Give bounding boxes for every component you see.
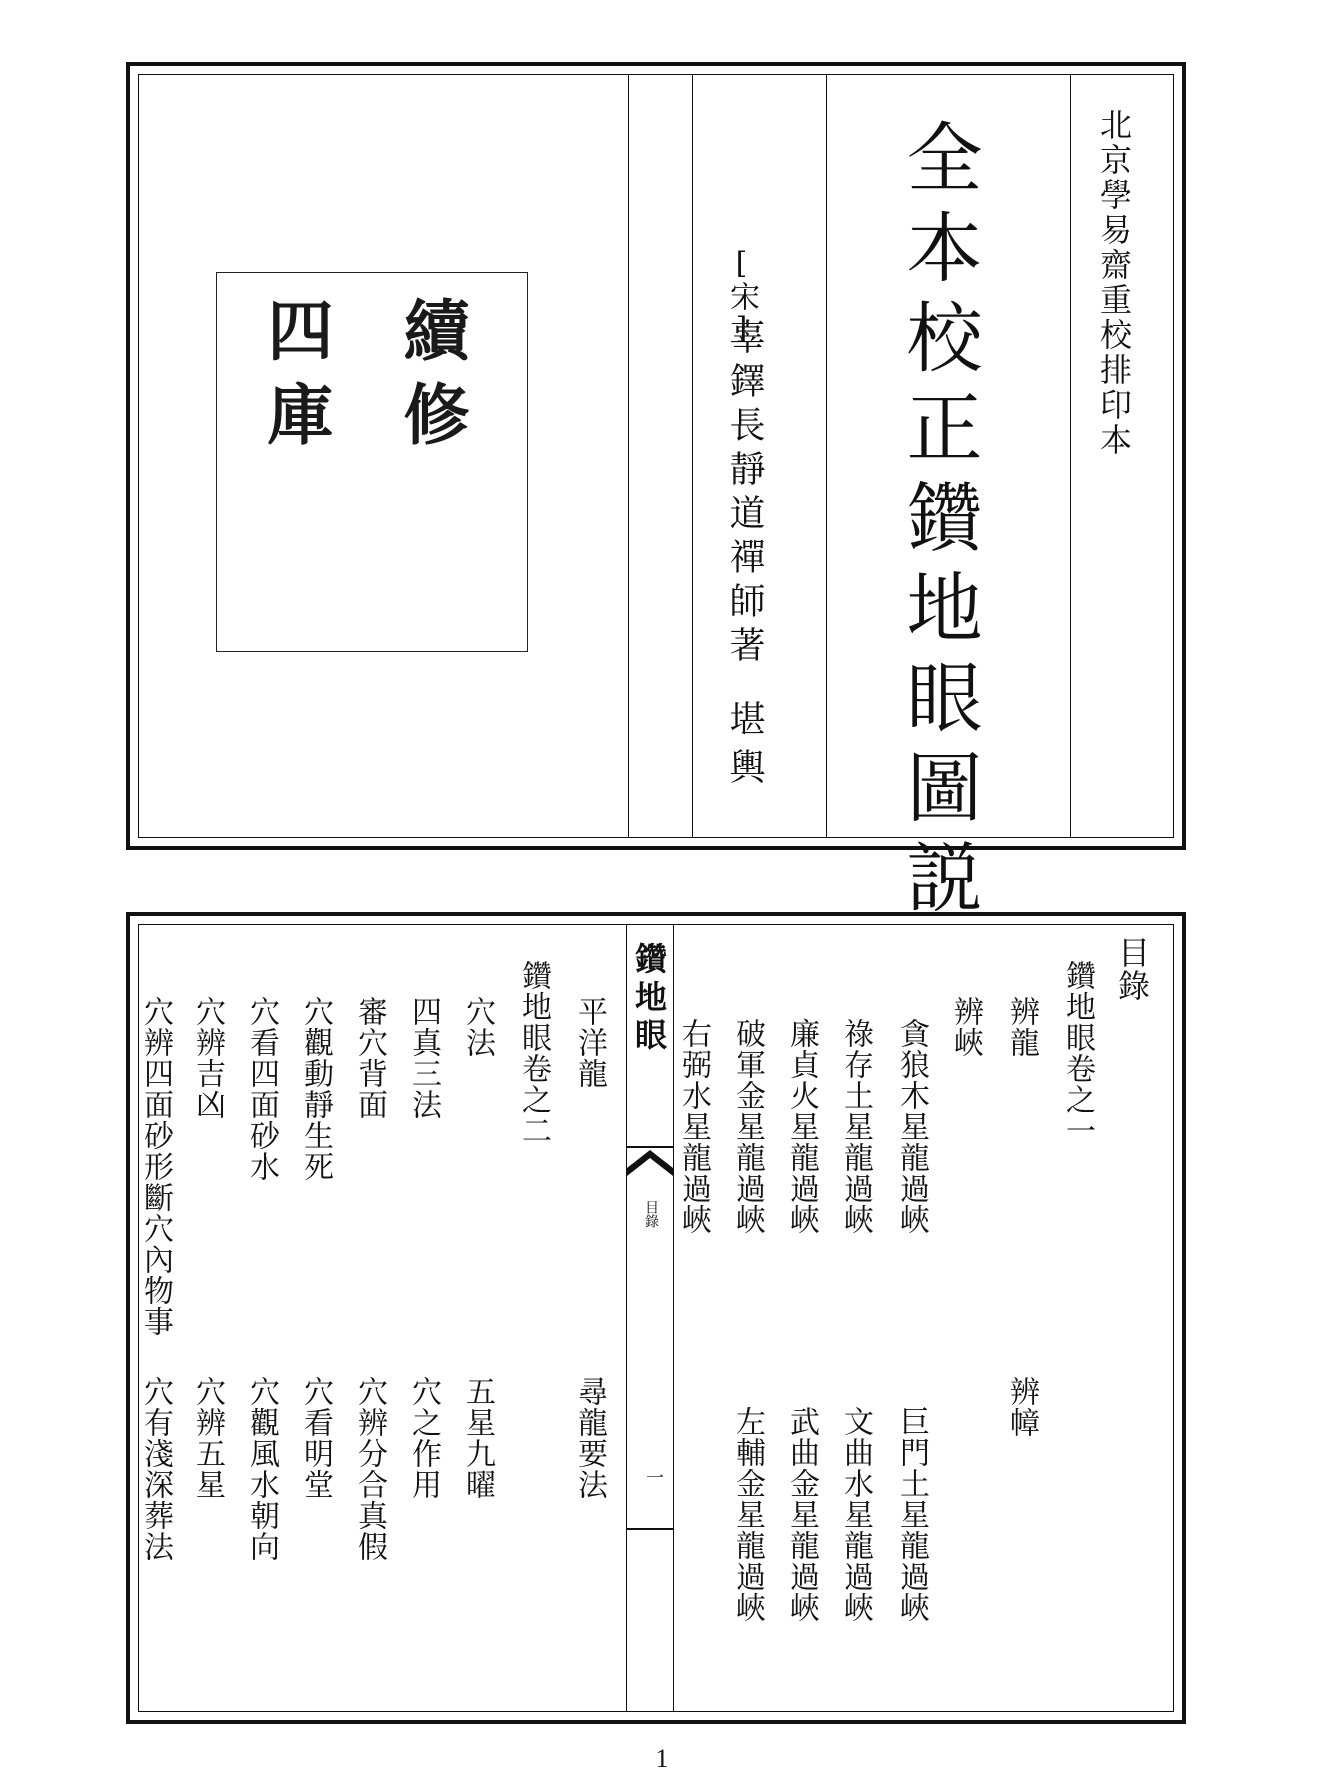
toc-item: 貪狼木星龍過峽 <box>894 1018 929 1235</box>
toc-item: 四真三法 <box>406 996 441 1120</box>
toc-item: 辨峽 <box>948 996 983 1058</box>
page-number: 1 <box>655 1744 669 1773</box>
toc-item: 五星九曜 <box>460 1376 495 1500</box>
toc-item: 穴辨吉凶 <box>190 996 225 1120</box>
spine-rule-lower <box>627 1528 673 1530</box>
toc-item: 辨幛 <box>1004 1376 1039 1438</box>
toc-item: 穴辨四面砂形斷穴內物事 <box>138 996 173 1337</box>
toc-item: 穴有淺深葬法 <box>138 1376 173 1562</box>
toc-item: 穴辨五星 <box>190 1376 225 1500</box>
seal-column-left <box>256 296 334 464</box>
spine-divider-right <box>673 924 674 1712</box>
edition-note: 北京學易齋重校排印本 <box>1095 108 1133 458</box>
author-line: 辜鐸長靜道禪師著 <box>724 318 765 670</box>
toc-item: 穴看四面砂水 <box>244 996 279 1182</box>
seal-char-4: 庫 <box>256 380 334 464</box>
seal-char-3: 四 <box>256 296 334 380</box>
dynasty-label: [宋] <box>724 246 759 346</box>
category-label: 堪輿 <box>724 700 765 796</box>
toc-item: 穴看明堂 <box>298 1376 333 1500</box>
toc-item: 穴法 <box>460 996 495 1058</box>
toc-item: 文曲水星龍過峽 <box>838 1406 873 1623</box>
toc-item: 審穴背面 <box>352 996 387 1120</box>
spine-divider-left <box>626 924 627 1712</box>
toc-item: 祿存土星龍過峽 <box>838 1018 873 1235</box>
top-divider-1 <box>628 74 629 838</box>
volume-1-title: 鑽地眼卷之一 <box>1060 960 1095 1146</box>
main-title: 全本校正鑽地眼圖説 <box>894 118 983 928</box>
fold-chevron-icon <box>627 1146 673 1176</box>
toc-item: 廉貞火星龍過峽 <box>784 1018 819 1235</box>
spine-title: 鑽地眼 <box>630 942 668 1056</box>
spine-page: 一 <box>643 1468 664 1486</box>
top-divider-2 <box>692 74 693 838</box>
seal-char-2: 修 <box>392 380 470 464</box>
toc-item: 武曲金星龍過峽 <box>784 1406 819 1623</box>
toc-item: 穴觀動靜生死 <box>298 996 333 1182</box>
spine-section: 目錄 <box>643 1200 659 1228</box>
top-divider-3 <box>826 74 827 838</box>
contents-heading: 目錄 <box>1113 936 1151 1002</box>
toc-item: 辨龍 <box>1004 996 1039 1058</box>
volume-2-title: 鑽地眼卷之二 <box>516 960 551 1146</box>
toc-item: 穴之作用 <box>406 1376 441 1500</box>
toc-item: 破軍金星龍過峽 <box>730 1018 765 1235</box>
seal-char-1: 續 <box>392 296 470 380</box>
toc-item: 巨門土星龍過峽 <box>894 1406 929 1623</box>
toc-item: 平洋龍 <box>572 996 607 1089</box>
toc-item: 右弼水星龍過峽 <box>676 1018 711 1235</box>
toc-item: 穴辨分合真假 <box>352 1376 387 1562</box>
toc-item: 尋龍要法 <box>572 1376 607 1500</box>
toc-item: 左輔金星龍過峽 <box>730 1406 765 1623</box>
toc-item: 穴觀風水朝向 <box>244 1376 279 1562</box>
seal-column-right <box>392 296 470 464</box>
top-divider-4 <box>1070 74 1071 838</box>
